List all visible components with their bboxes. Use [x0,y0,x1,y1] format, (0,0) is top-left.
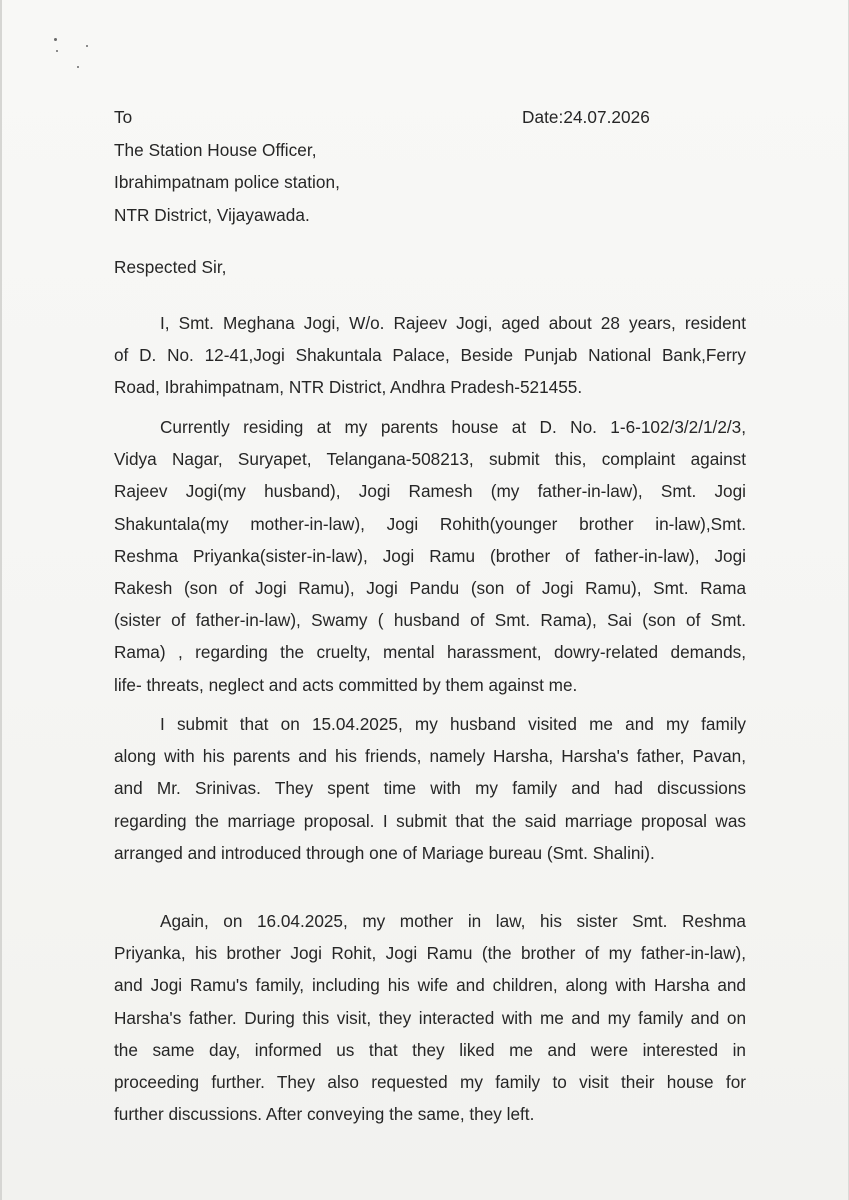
scan-speck [86,45,88,47]
paragraph-line: further discussions. After conveying the same, they left. [114,1104,535,1125]
paragraph-line: Rama) , regarding the cruelty, mental harassment, dowry-related demands, [114,642,746,663]
paragraph-first-visit [114,708,746,869]
salutation: Respected Sir, [114,257,227,277]
paragraph-line: I, Smt. Meghana Jogi, W/o. Rajeev Jogi, aged about 28 years, resident [160,313,746,333]
paragraph-line: proceeding further. They also requested my family to visit their house for [114,1071,746,1092]
paragraph-complaint-against [114,411,746,701]
paragraph-line: and Jogi Ramu's family, including his wife and children, along with Harsha and [114,975,746,996]
paragraph-line: Currently residing at my parents house at D. No. 1-6-102/3/2/1/2/3, [160,417,746,437]
paragraph-line: Rakesh (son of Jogi Ramu), Jogi Pandu (son of Jogi Ramu), Smt. Rama [114,577,746,598]
paragraph-line: (sister of father-in-law), Swamy ( husband of Smt. Rama), Sai (son of Smt. [114,610,746,631]
paragraph-line: Reshma Priyanka(sister-in-law), Jogi Ramu (brother of father-in-law), Jogi [114,545,746,566]
scan-speck [54,38,57,41]
paragraph-line: along with his parents and his friends, namely Harsha, Harsha's father, Pavan, [114,746,746,767]
paragraph-second-visit [114,905,746,1130]
paragraph-line: arranged and introduced through one of Mariage bureau (Smt. Shalini). [114,842,655,863]
paragraph-line: Rajeev Jogi(my husband), Jogi Ramesh (my father-in-law), Smt. Jogi [114,481,746,502]
paragraph-line: life- threats, neglect and acts committed by them against me. [114,674,578,695]
paragraph-line: Vidya Nagar, Suryapet, Telangana-508213, submit this, complaint against [114,449,746,470]
paragraph-line: I submit that on 15.04.2025, my husband visited me and my family [160,714,746,734]
paragraph-line: Shakuntala(my mother-in-law), Jogi Rohith(younger brother in-law),Smt. [114,513,746,534]
scan-speck [77,66,79,68]
scan-speck [56,50,58,52]
recipient-line: Ibrahimpatnam police station, [114,172,340,192]
paragraph-line: regarding the marriage proposal. I submit that the said marriage proposal was [114,810,746,831]
paragraph-line: Harsha's father. During this visit, they interacted with me and my family and on [114,1007,746,1028]
paragraph-line: Priyanka, his brother Jogi Rohit, Jogi Ramu (the brother of my father-in-law), [114,943,746,964]
paragraph-line: and Mr. Srinivas. They spent time with my family and had discussions [114,778,746,799]
recipient-line: NTR District, Vijayawada. [114,205,310,225]
paragraph-line: the same day, informed us that they liked me and were interested in [114,1039,746,1060]
paragraph-complainant-details [114,307,746,404]
letter-to-label: To [114,107,133,127]
letter-date: Date:24.07.2026 [522,107,650,127]
paragraph-line: Road, Ibrahimpatnam, NTR District, Andhra Pradesh-521455. [114,377,583,398]
paragraph-line: Again, on 16.04.2025, my mother in law, his sister Smt. Reshma [160,911,746,931]
paragraph-line: of D. No. 12-41,Jogi Shakuntala Palace, Beside Punjab National Bank,Ferry [114,345,746,366]
recipient-line: The Station House Officer, [114,140,317,160]
